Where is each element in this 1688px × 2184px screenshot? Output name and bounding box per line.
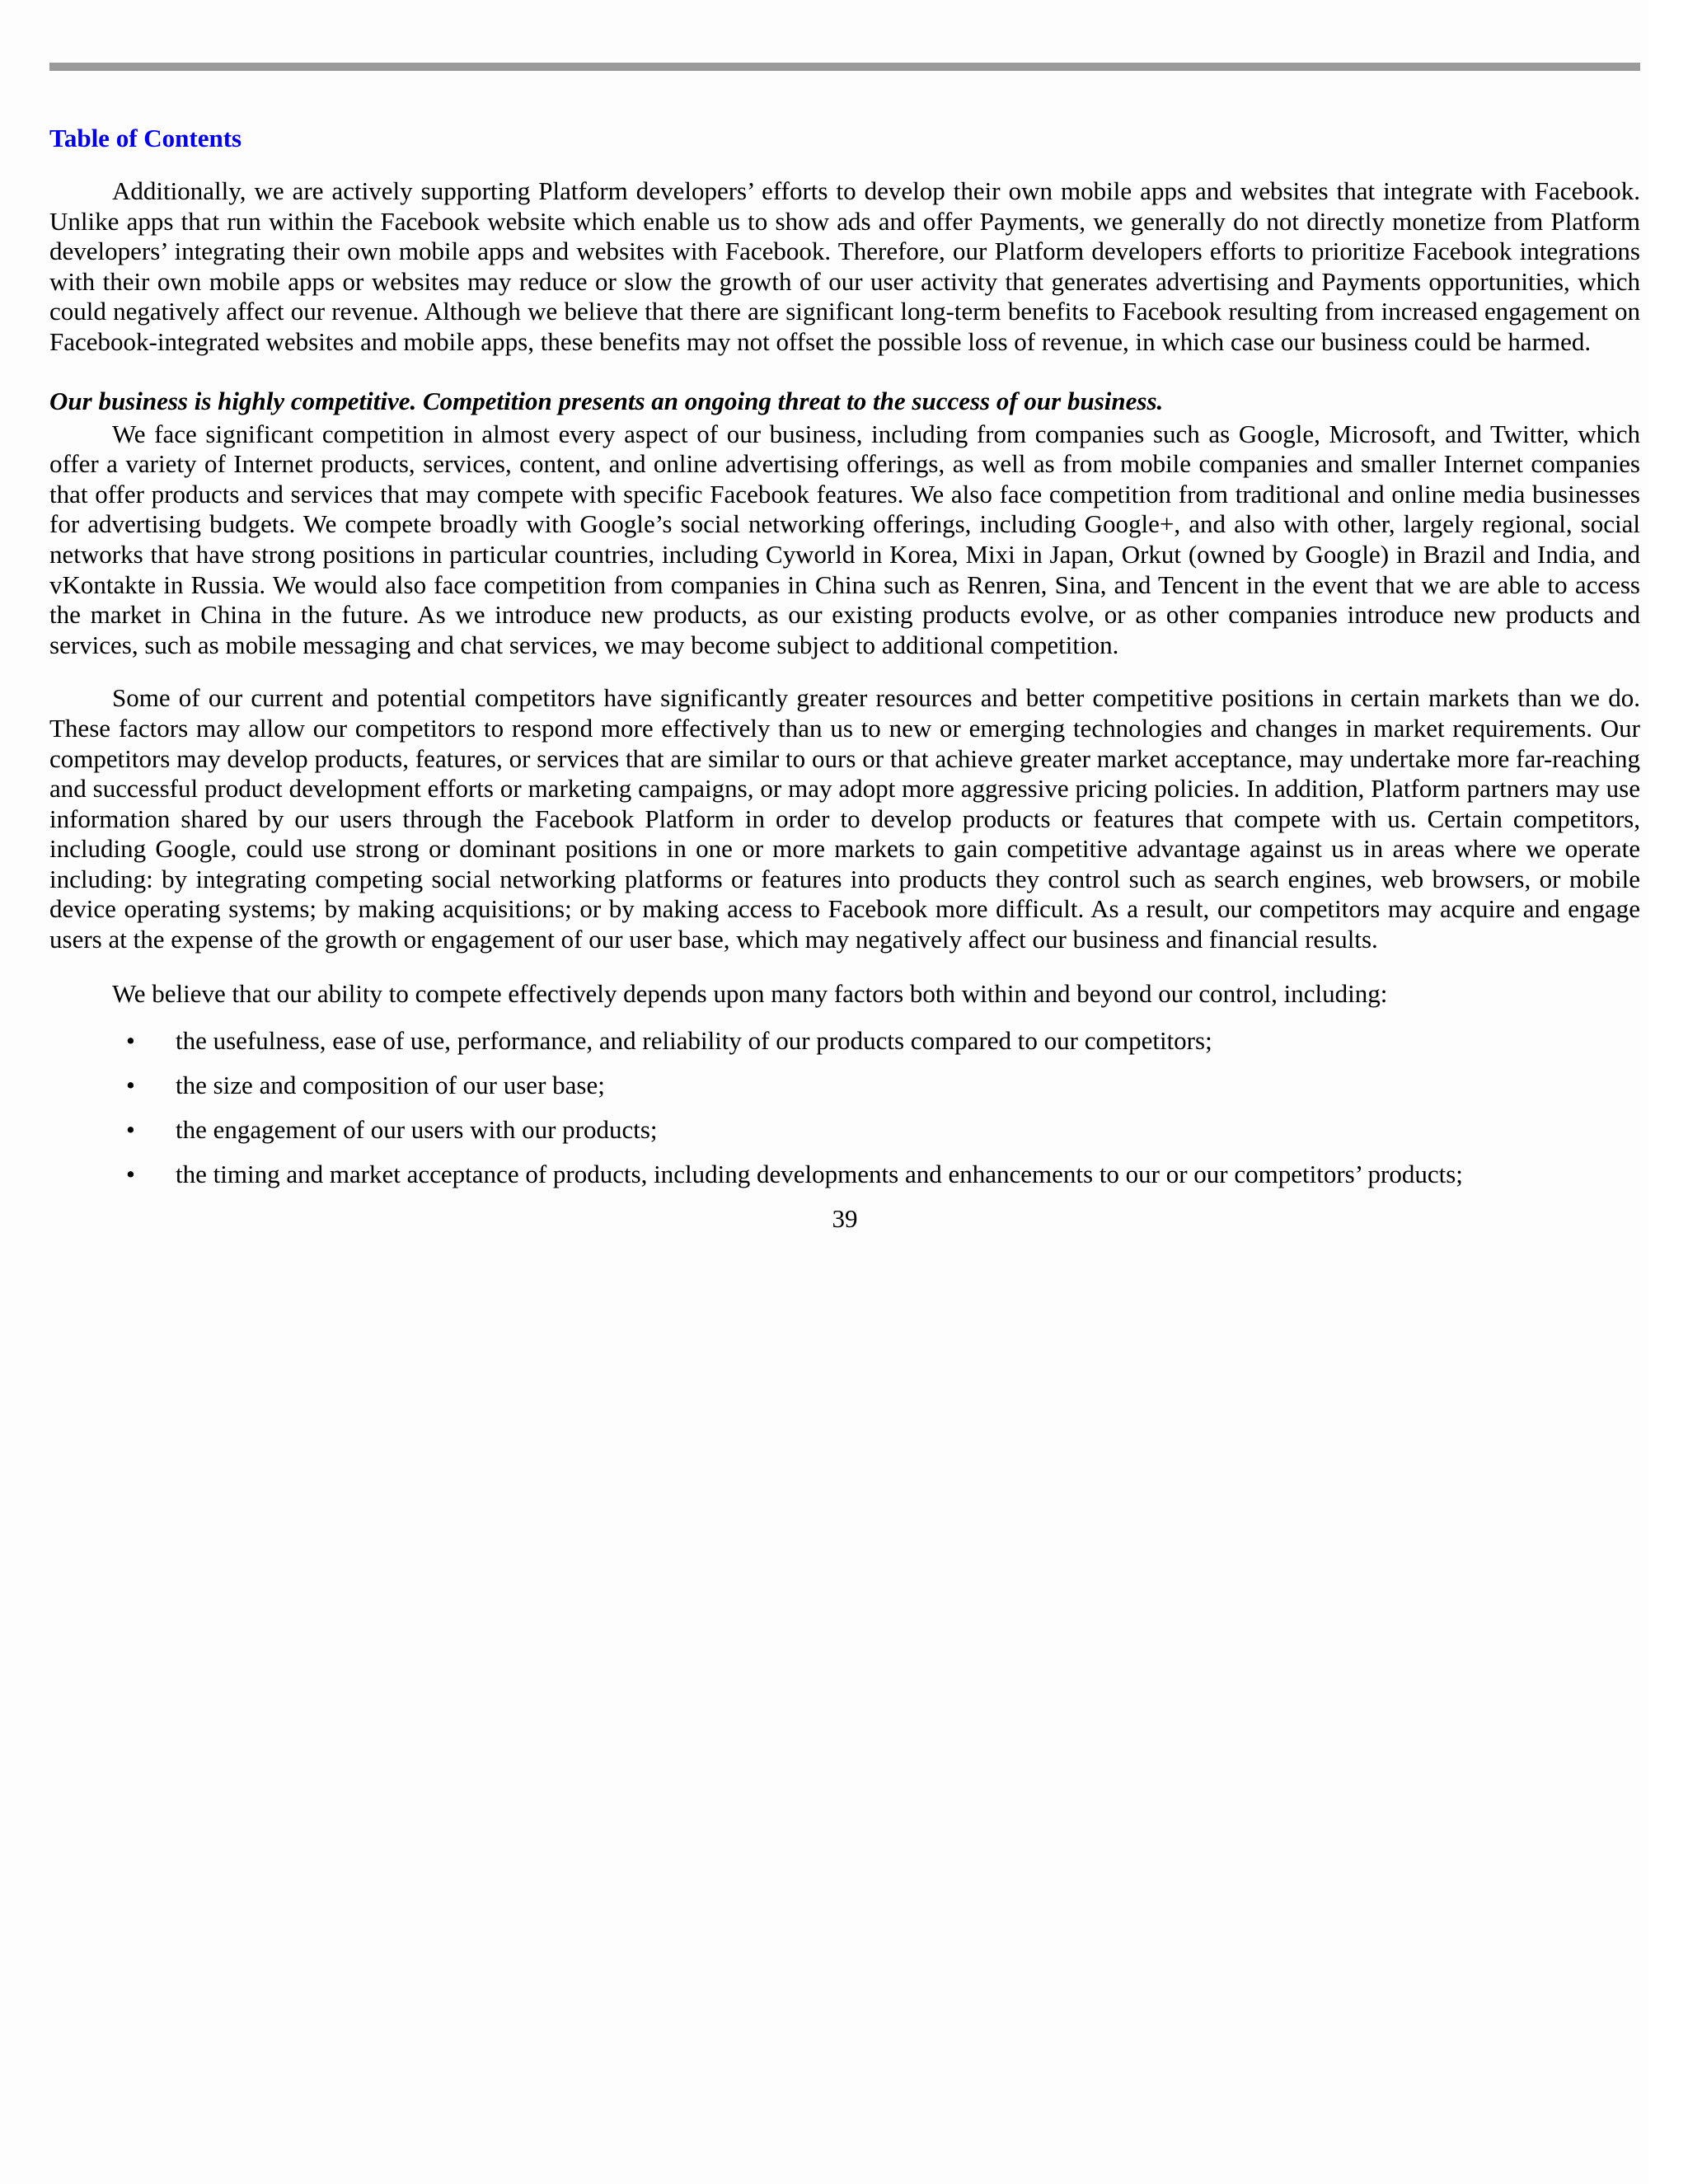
- bullet-icon: •: [126, 1025, 135, 1055]
- list-item: [49, 1070, 1640, 1100]
- paragraph-competitors: We face significant competition in almost every aspect of our business, including from companies such as Google, Microsoft, and Twitter, which offer a variety of Internet products, services, content, and online advertising offerings, as well as from mobile companies and smaller Internet companies that offer products and services that may compete with specific Facebook features. We also face competition from traditional and online media businesses for advertising budgets. We compete broadly with Google’s social networking offerings, including Google+, and also with other, largely regional, social networks that have strong positions in particular countries, including Cyworld in Korea, Mixi in Japan, Orkut (owned by Google) in Brazil and India, and vKontakte in Russia. We would also face competition from companies in China such as Renren, Sina, and Tencent in the event that we are able to access the market in China in the future. As we introduce new products, as our existing products evolve, or as other companies introduce new products and services, such as mobile messaging and chat services, we may become subject to additional competition.: [49, 419, 1640, 659]
- list-item: [49, 1159, 1640, 1189]
- document-body: [49, 120, 1640, 1234]
- paragraph-competitor-resources: Some of our current and potential competitors have significantly greater resources and better competitive positions in certain markets than we do. These factors may allow our competitors to respond more effectively than us to new or emerging technologies and changes in market requirements. Our competitors may develop products, features, or services that are similar to ours or that achieve greater market acceptance, may undertake more far-reaching and successful product development efforts or marketing campaigns, or may adopt more aggressive pricing policies. In addition, Platform partners may use information shared by our users through the Facebook Platform in order to develop products or features that compete with us. Certain competitors, including Google, could use strong or dominant positions in one or more markets to gain competitive advantage against us in areas where we operate including: by integrating competing social networking platforms or features into products they control such as search engines, web browsers, or mobile device operating systems; by making acquisitions; or by making access to Facebook more difficult. As a result, our competitors may acquire and engage users at the expense of the growth or engagement of our user base, which may negatively affect our business and financial results.: [49, 683, 1640, 954]
- bullet-icon: •: [126, 1114, 135, 1144]
- page-number: 39: [832, 1203, 858, 1233]
- bullet-icon: •: [126, 1070, 135, 1099]
- list-item: [49, 1025, 1640, 1056]
- section-heading-competition: Our business is highly competitive. Competition presents an ongoing threat to the success of our business.: [49, 386, 1164, 415]
- bullet-icon: •: [126, 1159, 135, 1188]
- top-divider: [49, 63, 1640, 71]
- list-item-text: the engagement of our users with our products;: [176, 1114, 658, 1144]
- table-of-contents-link[interactable]: Table of Contents: [49, 124, 242, 152]
- paragraph-platform-developers: Additionally, we are actively supporting Platform developers’ efforts to develop their own mobile apps and websites that integrate with Facebook. Unlike apps that run within the Facebook website which enable us to show ads and offer Payments, we generally do not directly monetize from Platform developers’ integrating their own mobile apps and websites with Facebook. Therefore, our Platform developers efforts to prioritize Facebook integrations with their own mobile apps or websites may reduce or slow the growth of our user activity that generates advertising and Payments opportunities, which could negatively affect our revenue. Although we believe that there are significant long-term benefits to Facebook resulting from increased engagement on Facebook-integrated websites and mobile apps, these benefits may not offset the possible loss of revenue, in which case our business could be harmed.: [49, 176, 1640, 356]
- list-item-text: the usefulness, ease of use, performance, and reliability of our products compared to our competitors;: [176, 1025, 1212, 1055]
- list-item-text: the size and composition of our user base;: [176, 1070, 605, 1099]
- list-item: [49, 1114, 1640, 1145]
- list-item-text: the timing and market acceptance of products, including developments and enhancements to our or our competitors’ products;: [176, 1159, 1463, 1188]
- paragraph-compete-factors-intro: We believe that our ability to compete effectively depends upon many factors both within and beyond our control, including:: [112, 978, 1388, 1008]
- competition-factors-list: [49, 1025, 1640, 1189]
